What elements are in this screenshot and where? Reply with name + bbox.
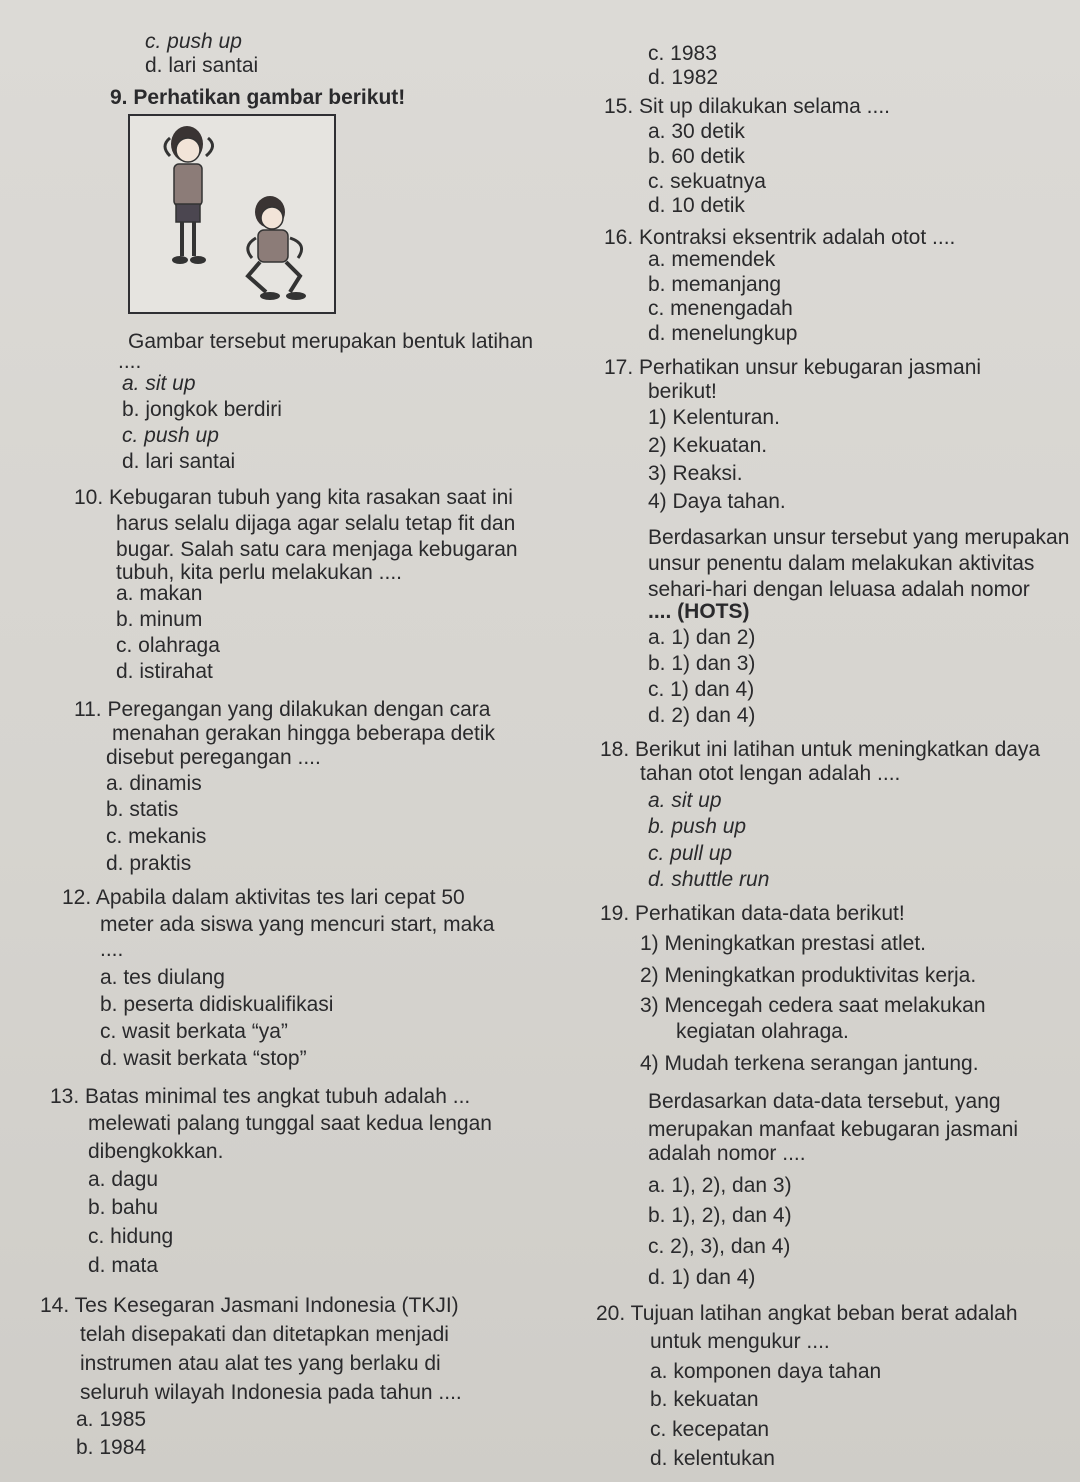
standing-girl-face: [176, 138, 200, 162]
q15-option-a: a. 30 detik: [648, 120, 745, 143]
q18-option-b: b. push up: [648, 815, 747, 838]
squatting-girl-right-arm: [290, 238, 302, 258]
q19-option-b: b. 1), 2), dan 4): [648, 1204, 792, 1227]
squatting-girl-left-shoe: [260, 292, 280, 300]
q16-option-b: b. memanjang: [648, 273, 782, 296]
q12-option-a: a. tes diulang: [100, 966, 225, 989]
q20-line-2: untuk mengukur ....: [650, 1330, 830, 1353]
q11-line-3: disebut peregangan ....: [106, 746, 321, 769]
q14-line-3: instrumen atau alat tes yang berlaku di: [80, 1352, 441, 1375]
q8-option-c: c. push up: [145, 30, 242, 53]
q14-option-a: a. 1985: [76, 1408, 147, 1431]
standing-girl-shirt: [174, 164, 202, 206]
q10-line-1: 10. Kebugaran tubuh yang kita rasakan saat ini: [74, 486, 513, 509]
q18-option-a: a. sit up: [648, 789, 722, 812]
q20-line-1: 20. Tujuan latihan angkat beban berat adalah: [596, 1302, 1018, 1325]
squatting-girl-right-shoe: [286, 292, 306, 300]
q18-line-1: 18. Berikut ini latihan untuk meningkatkan daya: [600, 738, 1041, 761]
q16-option-d: d. menelungkup: [648, 322, 798, 345]
standing-girl-right-shoe: [190, 256, 206, 264]
q14-option-c: c. 1983: [648, 42, 717, 65]
standing-girl-right-arm: [206, 138, 213, 156]
q12-option-d: d. wasit berkata “stop”: [100, 1047, 307, 1070]
q17-option-c: c. 1) dan 4): [648, 678, 755, 701]
q13-option-c: c. hidung: [88, 1225, 174, 1248]
squatting-girl-shirt: [258, 230, 288, 262]
q17-option-a: a. 1) dan 2): [648, 626, 756, 649]
standing-girl-left-shoe: [172, 256, 188, 264]
q19-option-c: c. 2), 3), dan 4): [648, 1235, 791, 1258]
q15-stem: 15. Sit up dilakukan selama ....: [604, 95, 890, 118]
q19-item-3: 3) Mencegah cedera saat melakukan: [640, 994, 986, 1017]
q14-line-1: 14. Tes Kesegaran Jasmani Indonesia (TKJI): [40, 1294, 459, 1317]
squatting-girl-right-leg: [286, 262, 300, 292]
q17-line-4: unsur penentu dalam melakukan aktivitas: [648, 552, 1035, 575]
q15-option-d: d. 10 detik: [648, 194, 745, 217]
q13-line-1: 13. Batas minimal tes angkat tubuh adalah ...: [50, 1085, 471, 1108]
squatting-girl-left-leg: [248, 262, 266, 292]
q16-option-c: c. menengadah: [648, 297, 793, 320]
q13-line-3: dibengkokkan.: [88, 1140, 224, 1163]
q12-line-2: meter ada siswa yang mencuri start, maka: [100, 913, 495, 936]
q13-option-a: a. dagu: [88, 1168, 159, 1191]
q9-option-a: a. sit up: [122, 372, 196, 395]
q9-option-c: c. push up: [122, 424, 219, 447]
q19-line-1: 19. Perhatikan data-data berikut!: [600, 902, 905, 925]
q9-option-d: d. lari santai: [122, 450, 236, 473]
q10-line-4: tubuh, kita perlu melakukan ....: [116, 561, 402, 584]
q12-line-1: 12. Apabila dalam aktivitas tes lari cepat 50: [62, 886, 465, 909]
q9-stem: 9. Perhatikan gambar berikut!: [110, 86, 406, 109]
q14-line-4: seluruh wilayah Indonesia pada tahun ....: [80, 1381, 462, 1404]
q10-option-a: a. makan: [116, 582, 203, 605]
q17-item-4: 4) Daya tahan.: [648, 490, 786, 513]
q13-option-d: d. mata: [88, 1254, 159, 1277]
q19-line-4: adalah nomor ....: [648, 1142, 806, 1165]
q20-option-c: c. kecepatan: [650, 1418, 770, 1441]
q15-option-c: c. sekuatnya: [648, 170, 766, 193]
q13-line-2: melewati palang tunggal saat kedua lengan: [88, 1112, 492, 1135]
q19-item-2: 2) Meningkatkan produktivitas kerja.: [640, 964, 977, 987]
standing-girl-shorts: [176, 204, 200, 222]
q16-option-a: a. memendek: [648, 248, 776, 271]
q14-option-b: b. 1984: [76, 1436, 147, 1459]
q15-option-b: b. 60 detik: [648, 145, 745, 168]
q10-line-2: harus selalu dijaga agar selalu tetap fit dan: [116, 512, 516, 535]
q11-option-b: b. statis: [106, 798, 179, 821]
q12-line-3: ....: [100, 938, 124, 961]
q17-line-1: 17. Perhatikan unsur kebugaran jasmani: [604, 356, 982, 379]
q11-option-a: a. dinamis: [106, 772, 202, 795]
q20-option-a: a. komponen daya tahan: [650, 1360, 882, 1383]
q14-line-2: telah disepakati dan ditetapkan menjadi: [80, 1323, 449, 1346]
figure-drawing: [130, 116, 334, 312]
q11-option-d: d. praktis: [106, 852, 192, 875]
q17-item-3: 3) Reaksi.: [648, 462, 743, 485]
q19-item-1: 1) Meningkatkan prestasi atlet.: [640, 932, 926, 955]
q17-item-1: 1) Kelenturan.: [648, 406, 780, 429]
q19-line-2: Berdasarkan data-data tersebut, yang: [648, 1090, 1001, 1113]
q16-stem: 16. Kontraksi eksentrik adalah otot ....: [604, 226, 956, 249]
q12-option-b: b. peserta didiskualifikasi: [100, 993, 334, 1016]
q8-option-d: d. lari santai: [145, 54, 259, 77]
q17-option-d: d. 2) dan 4): [648, 704, 756, 727]
exercise-illustration: [128, 114, 336, 314]
q20-option-b: b. kekuatan: [650, 1388, 759, 1411]
q18-line-2: tahan otot lengan adalah ....: [640, 762, 901, 785]
q10-line-3: bugar. Salah satu cara menjaga kebugaran: [116, 538, 518, 561]
q12-option-c: c. wasit berkata “ya”: [100, 1020, 288, 1043]
q17-line-2: berikut!: [648, 380, 717, 403]
squatting-girl-left-arm: [248, 238, 256, 258]
q19-line-3: merupakan manfaat kebugaran jasmani: [648, 1118, 1019, 1141]
q18-option-d: d. shuttle run: [648, 868, 770, 891]
q17-option-b: b. 1) dan 3): [648, 652, 756, 675]
q17-line-3: Berdasarkan unsur tersebut yang merupakan: [648, 526, 1070, 549]
q19-item-4: 4) Mudah terkena serangan jantung.: [640, 1052, 979, 1075]
q19-item-3-cont: kegiatan olahraga.: [676, 1020, 849, 1043]
q19-option-a: a. 1), 2), dan 3): [648, 1174, 792, 1197]
q11-line-1: 11. Peregangan yang dilakukan dengan cara: [74, 698, 491, 721]
q9-caption: Gambar tersebut merupakan bentuk latihan: [128, 330, 534, 353]
q19-option-d: d. 1) dan 4): [648, 1266, 756, 1289]
q17-item-2: 2) Kekuatan.: [648, 434, 768, 457]
q10-option-d: d. istirahat: [116, 660, 213, 683]
q9-option-b: b. jongkok berdiri: [122, 398, 282, 421]
q10-option-b: b. minum: [116, 608, 203, 631]
q18-option-c: c. pull up: [648, 842, 733, 865]
q9-dots: ....: [118, 350, 142, 373]
q20-option-d: d. kelentukan: [650, 1447, 775, 1470]
q17-line-6: .... (HOTS): [648, 600, 750, 623]
q11-option-c: c. mekanis: [106, 825, 207, 848]
q10-option-c: c. olahraga: [116, 634, 220, 657]
q14-option-d: d. 1982: [648, 66, 719, 89]
q13-option-b: b. bahu: [88, 1196, 159, 1219]
squatting-girl-face: [261, 207, 283, 229]
q17-line-5: sehari-hari dengan leluasa adalah nomor: [648, 578, 1030, 601]
q11-line-2: menahan gerakan hingga beberapa detik: [112, 722, 495, 745]
standing-girl-left-arm: [165, 138, 170, 156]
